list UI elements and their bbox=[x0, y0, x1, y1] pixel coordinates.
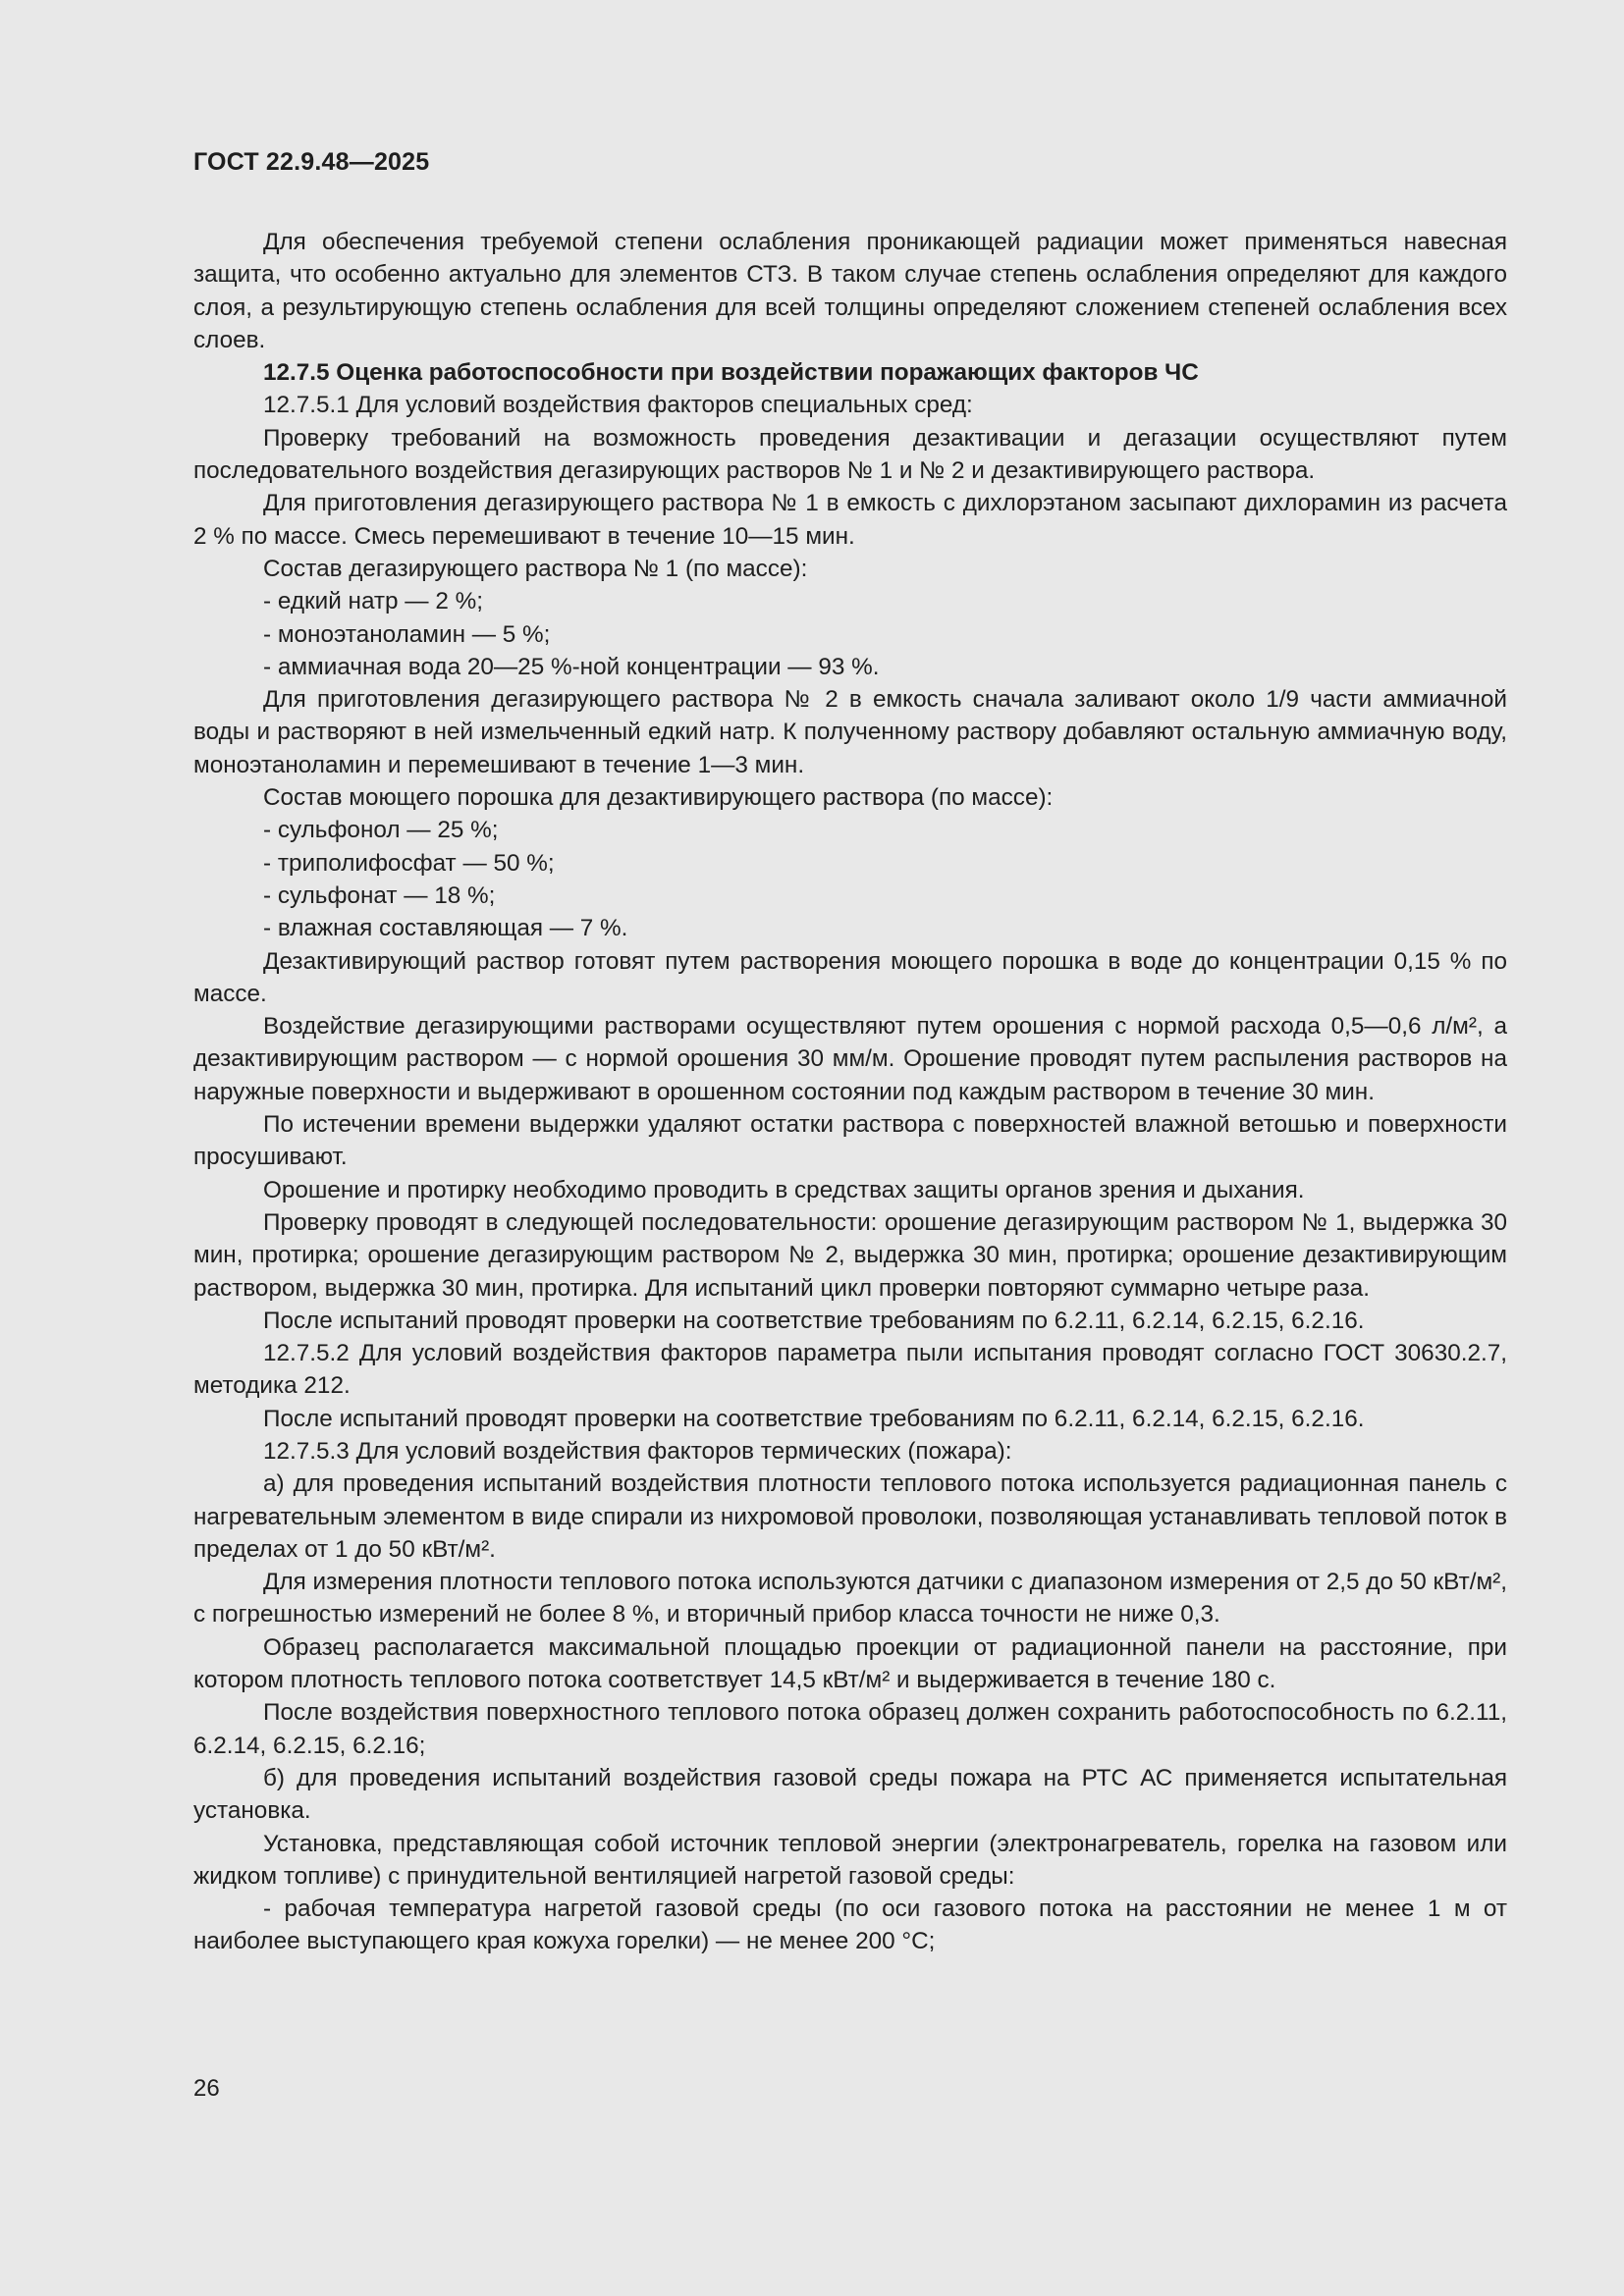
body-paragraph: Установка, представляющая собой источник тепловой энергии (электронагреватель, горелка на газовом или жидком топливе) с принудительной вентиляцией нагретой газовой среды: bbox=[193, 1830, 1507, 1890]
body-paragraph: Для обеспечения требуемой степени ослабления проникающей радиации может применяться навесная защита, что особенно актуально для элементов СТЗ. В таком случае степень ослабления определяют для каждого слоя, а результирующую степень ослабления для всей толщины определяют сложением степеней ослабления всех слоев. bbox=[193, 229, 1507, 353]
body-paragraph: После испытаний проводят проверки на соответствие требованиям по 6.2.11, 6.2.14, 6.2.15, 6.2.16. bbox=[263, 1307, 1365, 1334]
body-paragraph: 12.7.5.2 Для условий воздействия факторов параметра пыли испытания проводят согласно ГОСТ 30630.2.7, методика 212. bbox=[193, 1340, 1507, 1400]
document-header: ГОСТ 22.9.48—2025 bbox=[193, 148, 430, 176]
body-paragraph: Состав дегазирующего раствора № 1 (по массе): bbox=[263, 555, 808, 582]
body-paragraph: б) для проведения испытаний воздействия газовой среды пожара на РТС АС применяется испытательная установка. bbox=[193, 1764, 1507, 1825]
list-item: - моноэтаноламин — 5 %; bbox=[263, 620, 551, 648]
body-paragraph: Воздействие дегазирующими растворами осуществляют путем орошения с нормой расхода 0,5—0,6 л/м², а дезактивирующим раствором — с нормой орошения 30 мм/м. Орошение проводят путем распыления растворов на наружные поверхности и выдерживают в орошенном состоянии под каждым раствором в течение 30 мин. bbox=[193, 1013, 1507, 1105]
list-item: - сульфонат — 18 %; bbox=[263, 881, 496, 909]
body-paragraph: После испытаний проводят проверки на соответствие требованиям по 6.2.11, 6.2.14, 6.2.15, 6.2.16. bbox=[263, 1405, 1365, 1432]
body-paragraph: Для измерения плотности теплового потока используются датчики с диапазоном измерения от 2,5 до 50 кВт/м², с погрешностью измерений не более 8 %, и вторичный прибор класса точности не ниже 0,3. bbox=[193, 1569, 1507, 1629]
body-paragraph: а) для проведения испытаний воздействия плотности теплового потока используется радиационная панель с нагревательным элементом в виде спирали из нихромовой проволоки, позволяющая устанавливать тепловой поток в пределах от 1 до 50 кВт/м². bbox=[193, 1470, 1507, 1563]
body-paragraph: Дезактивирующий раствор готовят путем растворения моющего порошка в воде до концентрации 0,15 % по массе. bbox=[193, 947, 1507, 1007]
list-item: - едкий натр — 2 %; bbox=[263, 588, 483, 615]
body-paragraph: Для приготовления дегазирующего раствора № 2 в емкость сначала заливают около 1/9 части аммиачной воды и растворяют в ней измельченный едкий натр. К полученному раствору добавляют остальную аммиачную воду, моноэтаноламин и перемешивают в течение 1—3 мин. bbox=[193, 686, 1507, 778]
list-item: - рабочая температура нагретой газовой среды (по оси газового потока на расстоянии не менее 1 м от наиболее выступающего края кожуха горелки) — не менее 200 °С; bbox=[193, 1896, 1507, 1955]
body-paragraph: Проверку проводят в следующей последовательности: орошение дегазирующим раствором № 1, выдержка 30 мин, протирка; орошение дегазирующим раствором № 2, выдержка 30 мин, протирка; орошение дезактивирующим раствором, выдержка 30 мин, протирка. Для испытаний цикл проверки повторяют суммарно четыре раза. bbox=[193, 1208, 1507, 1302]
body-paragraph: По истечении времени выдержки удаляют остатки раствора с поверхностей влажной ветошью и поверхности просушивают. bbox=[193, 1111, 1507, 1171]
page-number: 26 bbox=[193, 2075, 220, 2102]
list-item: - триполифосфат — 50 %; bbox=[263, 849, 555, 877]
section-heading: 12.7.5 Оценка работоспособности при воздействии поражающих факторов ЧС bbox=[263, 359, 1199, 387]
list-item: - аммиачная вода 20—25 %-ной концентрации — 93 %. bbox=[263, 653, 880, 680]
body-paragraph: Образец располагается максимальной площадью проекции от радиационной панели на расстояние, при котором плотность теплового потока соответствует 14,5 кВт/м² и выдерживается в течение 180 с. bbox=[193, 1633, 1507, 1694]
list-item: - влажная составляющая — 7 %. bbox=[263, 915, 628, 942]
body-paragraph: Состав моющего порошка для дезактивирующего раствора (по массе): bbox=[263, 784, 1054, 812]
body-paragraph: После воздействия поверхностного теплового потока образец должен сохранить работоспособность по 6.2.11, 6.2.14, 6.2.15, 6.2.16; bbox=[193, 1699, 1507, 1759]
body-paragraph: Проверку требований на возможность проведения дезактивации и дегазации осуществляют путем последовательного воздействия дегазирующих растворов № 1 и № 2 и дезактивирующего раствора. bbox=[193, 424, 1507, 485]
body-paragraph: Для приготовления дегазирующего раствора № 1 в емкость с дихлорэтаном засыпают дихлорамин из расчета 2 % по массе. Смесь перемешивают в течение 10—15 мин. bbox=[193, 490, 1507, 550]
body-paragraph: 12.7.5.3 Для условий воздействия факторов термических (пожара): bbox=[263, 1437, 1012, 1465]
body-paragraph: 12.7.5.1 Для условий воздействия факторов специальных сред: bbox=[263, 392, 973, 419]
document-body bbox=[193, 226, 1507, 1958]
list-item: - сульфонол — 25 %; bbox=[263, 817, 499, 844]
body-paragraph: Орошение и протирку необходимо проводить в средствах защиты органов зрения и дыхания. bbox=[263, 1176, 1305, 1203]
